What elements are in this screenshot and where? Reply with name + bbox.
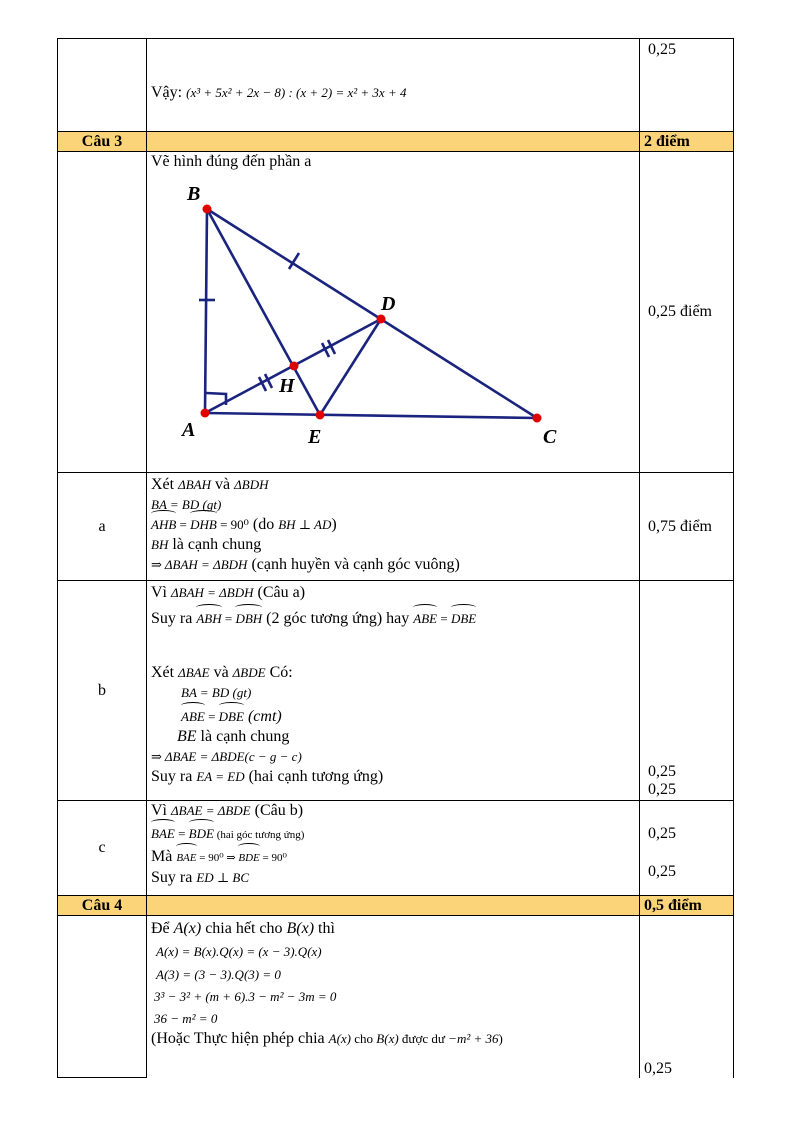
- score: 0,25: [648, 781, 676, 798]
- line: ABE = DBE (cmt): [181, 708, 282, 725]
- label-H: H: [279, 375, 295, 397]
- label-E: E: [308, 426, 322, 448]
- score: 0,25: [648, 825, 676, 842]
- label-B: B: [187, 183, 201, 205]
- line: AHB = DHB = 90⁰ (do BH ⊥ AD): [151, 516, 337, 533]
- part-label: a: [58, 473, 147, 581]
- line: 3³ − 3² + (m + 6).3 − m² − 3m = 0: [154, 989, 337, 1004]
- row-part-a: [58, 473, 734, 581]
- line: BH là cạnh chung: [151, 536, 262, 553]
- part-label: c: [58, 801, 147, 896]
- line: BA = BD (gt): [151, 497, 222, 512]
- label-D: D: [381, 293, 396, 315]
- header-cau3: [58, 132, 734, 152]
- line: Suy ra ED ⊥ BC: [151, 869, 249, 886]
- question-label: Câu 3: [58, 132, 147, 152]
- line: BA = BD (gt): [181, 685, 252, 700]
- label-C: C: [543, 426, 557, 448]
- point-A: [201, 409, 210, 418]
- line: ⇒ ΔBAE = ΔBDE(c − g − c): [151, 749, 302, 764]
- line: Mà BAE = 90⁰ ⇒ BDE = 90⁰: [151, 847, 635, 868]
- question-points: 2 điểm: [640, 132, 734, 152]
- score: 0,25: [648, 41, 676, 58]
- line: A(3) = (3 − 3).Q(3) = 0: [156, 967, 281, 982]
- question-points: 0,5 điểm: [640, 896, 734, 916]
- line: BE là cạnh chung: [177, 728, 290, 745]
- row-part-c: [58, 801, 734, 896]
- conclusion-line: Vậy: (x³ + 5x² + 2x − 8) : (x + 2) = x² + 3x + 4: [151, 84, 407, 101]
- line: Xét ΔBAH và ΔBDH: [151, 476, 269, 493]
- line: ⇒ ΔBAH = ΔBDH (cạnh huyền và cạnh góc vuông): [151, 556, 460, 573]
- answer-table: [57, 38, 734, 1078]
- line: (Hoặc Thực hiện phép chia A(x) cho B(x) được dư −m² + 36): [151, 1030, 503, 1047]
- question-label: Câu 4: [58, 896, 147, 916]
- point-E: [316, 411, 325, 420]
- point-D: [377, 315, 386, 324]
- line: A(x) = B(x).Q(x) = (x − 3).Q(x): [156, 944, 322, 959]
- segment-ED: [320, 319, 381, 415]
- label-A: A: [182, 419, 196, 441]
- segment-AB: [205, 209, 207, 413]
- line: Suy ra EA = ED (hai cạnh tương ứng): [151, 768, 384, 785]
- score: 0,25: [648, 863, 676, 880]
- part-label: b: [58, 581, 147, 801]
- score: 0,25: [648, 763, 676, 780]
- score: 0,25 điểm: [648, 303, 712, 320]
- score: 0,75 điểm: [648, 517, 712, 535]
- point-H: [290, 362, 299, 371]
- row-cau2-end: [58, 39, 734, 132]
- line: Suy ra ABH = DBH (2 góc tương ứng) hay ABE = DBE: [151, 610, 477, 627]
- point-C: [533, 414, 542, 423]
- header-cau4: [58, 896, 734, 916]
- geometry-figure: [151, 172, 571, 452]
- line: Để A(x) chia hết cho B(x) thì: [151, 920, 335, 937]
- line: 36 − m² = 0: [154, 1011, 218, 1026]
- line: BAE = BDE (hai góc tương ứng): [151, 824, 635, 845]
- figure-caption: Vẽ hình đúng đến phần a: [151, 153, 312, 170]
- segment-AC: [205, 413, 537, 418]
- score: 0,25: [644, 1059, 672, 1077]
- row-figure: [58, 152, 734, 473]
- row-cau4: [58, 916, 734, 1078]
- line: Vì ΔBAH = ΔBDH (Câu a): [151, 584, 306, 601]
- line: Xét ΔBAE và ΔBDE Có:: [151, 664, 293, 681]
- row-part-b: [58, 581, 734, 801]
- point-B: [203, 205, 212, 214]
- line: Vì ΔBAE = ΔBDE (Câu b): [151, 802, 304, 819]
